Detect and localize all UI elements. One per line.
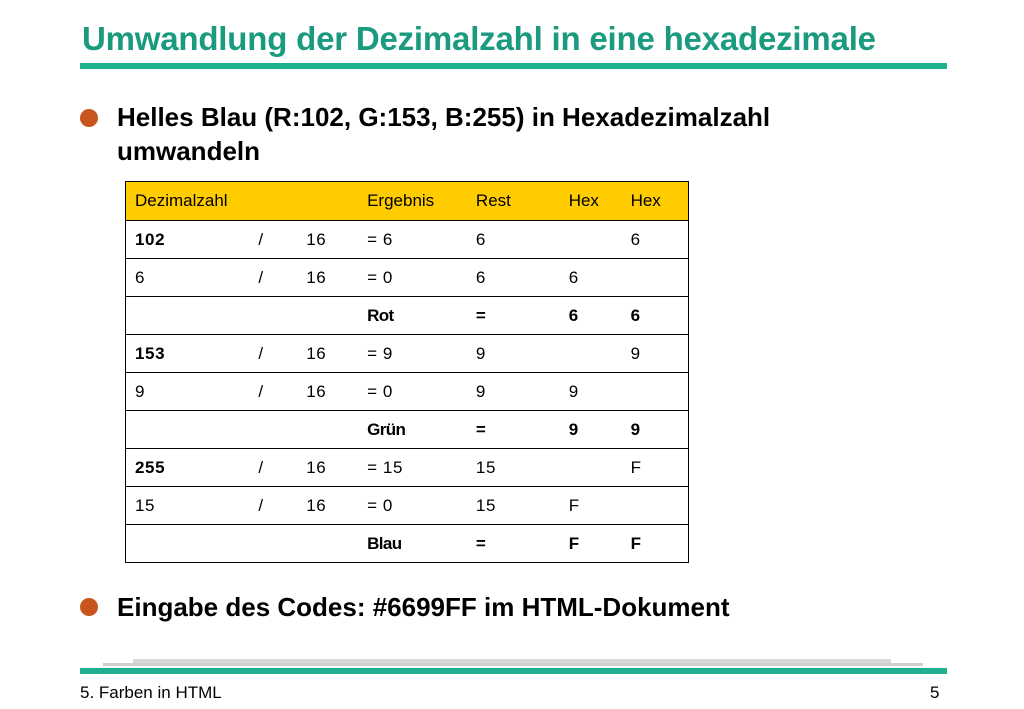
table-cell: = 0 xyxy=(358,373,467,411)
table-header-cell: Dezimalzahl xyxy=(126,182,250,221)
table-summary-row xyxy=(126,525,689,563)
table-cell xyxy=(249,411,297,449)
table-cell: 15 xyxy=(467,449,560,487)
bullet-dot-1 xyxy=(80,109,98,127)
table-cell: F xyxy=(560,525,622,563)
table-cell: 9 xyxy=(560,411,622,449)
table-header-cell: Rest xyxy=(467,182,560,221)
table-cell xyxy=(560,221,622,259)
table-cell: 6 xyxy=(126,259,250,297)
page-number: 5 xyxy=(930,683,940,702)
table-cell xyxy=(297,525,358,563)
table-header-cell: Ergebnis xyxy=(358,182,467,221)
table-cell: 9 xyxy=(467,335,560,373)
table-cell xyxy=(560,449,622,487)
table-cell xyxy=(622,259,689,297)
table-cell: = xyxy=(467,297,560,335)
table-cell: 16 xyxy=(297,221,358,259)
table-cell: / xyxy=(249,487,297,525)
table-cell: 15 xyxy=(126,487,250,525)
table-cell xyxy=(249,525,297,563)
table-cell xyxy=(622,373,689,411)
table-summary-row xyxy=(126,297,689,335)
table-cell: F xyxy=(622,449,689,487)
table-cell: = 6 xyxy=(358,221,467,259)
table-header-cell xyxy=(249,182,297,221)
conversion-table xyxy=(125,181,689,563)
table-summary-row xyxy=(126,411,689,449)
footer-rule xyxy=(80,668,947,674)
table-cell: F xyxy=(560,487,622,525)
table-row xyxy=(126,449,689,487)
table-cell: = 9 xyxy=(358,335,467,373)
table-cell: 255 xyxy=(126,449,250,487)
table-header-cell: Hex xyxy=(560,182,622,221)
table-cell: 6 xyxy=(622,221,689,259)
table-cell: Grün xyxy=(358,411,467,449)
table-row xyxy=(126,335,689,373)
table-cell: 9 xyxy=(622,411,689,449)
table-cell xyxy=(297,411,358,449)
table-cell: 16 xyxy=(297,259,358,297)
bullet-text-1: Helles Blau (R:102, G:153, B:255) in Hexadezimalzahl umwandeln xyxy=(117,102,771,166)
table-cell: Blau xyxy=(358,525,467,563)
table-cell: 9 xyxy=(467,373,560,411)
table-cell: 6 xyxy=(560,297,622,335)
table-cell: 153 xyxy=(126,335,250,373)
table-cell: 16 xyxy=(297,335,358,373)
table-cell: 6 xyxy=(467,221,560,259)
table-row xyxy=(126,487,689,525)
table-cell: / xyxy=(249,373,297,411)
table-cell: 6 xyxy=(622,297,689,335)
table-cell xyxy=(249,297,297,335)
table-header-cell xyxy=(297,182,358,221)
table-cell: 16 xyxy=(297,449,358,487)
table-cell: 6 xyxy=(560,259,622,297)
table-cell: 9 xyxy=(622,335,689,373)
footer-shadow-rule-2 xyxy=(103,663,923,666)
footer-section: 5. Farben in HTML xyxy=(80,683,222,702)
table-row xyxy=(126,259,689,297)
table-cell xyxy=(560,335,622,373)
table-cell xyxy=(126,525,250,563)
table-row xyxy=(126,221,689,259)
table-cell: / xyxy=(249,259,297,297)
table-cell: 16 xyxy=(297,373,358,411)
table-cell: = 0 xyxy=(358,259,467,297)
table-cell xyxy=(622,487,689,525)
table-cell: F xyxy=(622,525,689,563)
table-header-cell: Hex xyxy=(622,182,689,221)
table-cell: / xyxy=(249,449,297,487)
table-cell: Rot xyxy=(358,297,467,335)
table-cell: 15 xyxy=(467,487,560,525)
table-header-row xyxy=(126,182,689,221)
table-cell: 9 xyxy=(126,373,250,411)
table-cell: / xyxy=(249,221,297,259)
table-cell: = xyxy=(467,525,560,563)
table-cell xyxy=(126,411,250,449)
table-cell: / xyxy=(249,335,297,373)
table-cell: 6 xyxy=(467,259,560,297)
bullet-dot-2 xyxy=(80,598,98,616)
table-cell: 102 xyxy=(126,221,250,259)
slide-title: Umwandlung der Dezimalzahl in eine hexadezimale xyxy=(82,20,876,57)
title-underline xyxy=(80,63,947,69)
table-row xyxy=(126,373,689,411)
table-cell: = 15 xyxy=(358,449,467,487)
table-cell: = xyxy=(467,411,560,449)
table-cell: = 0 xyxy=(358,487,467,525)
table-cell xyxy=(297,297,358,335)
table-cell xyxy=(126,297,250,335)
bullet-text-2: Eingabe des Codes: #6699FF im HTML-Dokument xyxy=(117,592,730,622)
table-cell: 9 xyxy=(560,373,622,411)
table-cell: 16 xyxy=(297,487,358,525)
